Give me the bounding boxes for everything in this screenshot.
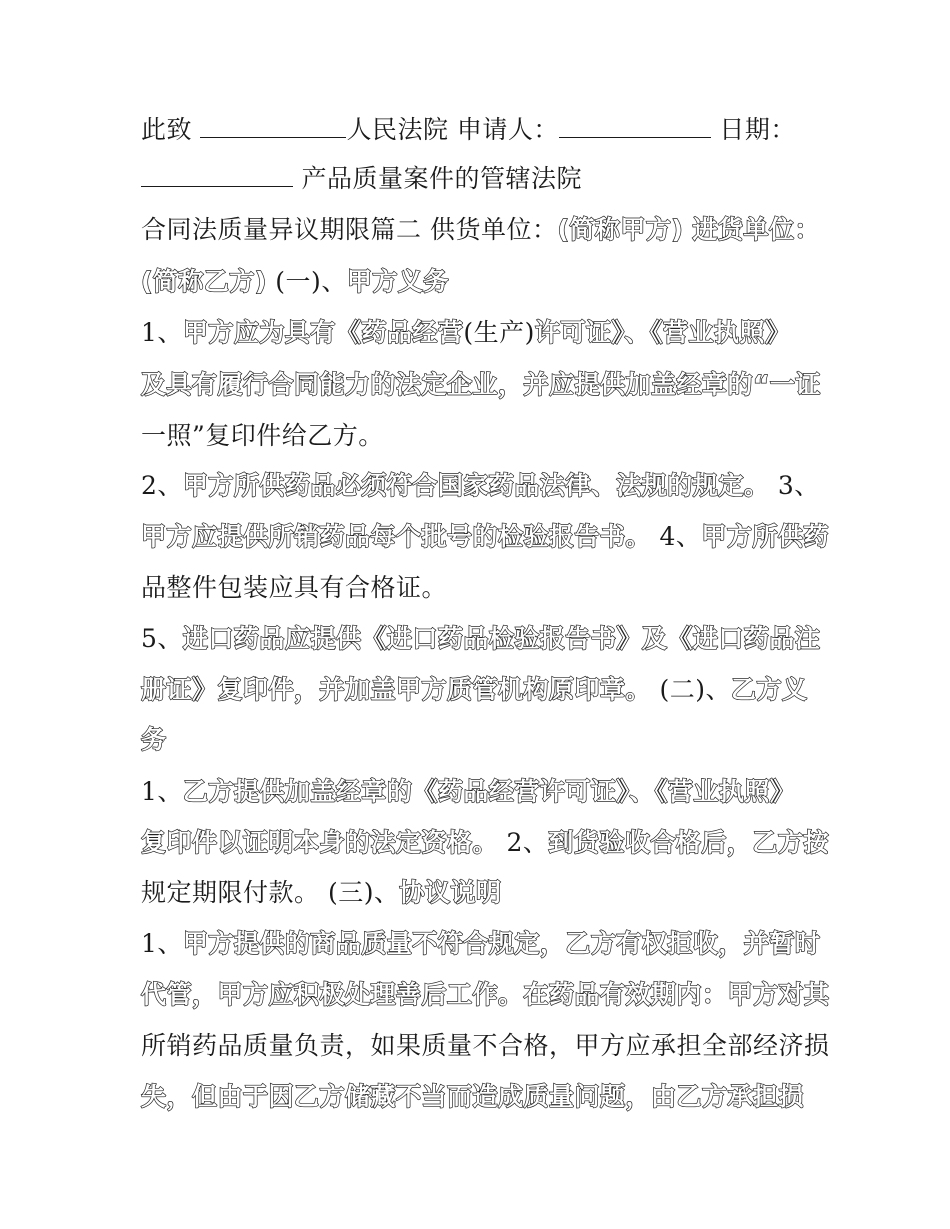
paragraph-text: 册证》 [141,675,218,704]
paragraph-text: (生产) [463,318,535,347]
item-number: 4、 [651,522,702,551]
party-b-note: (简称乙方) [141,267,267,296]
item-number: 2、 [141,471,183,500]
paragraph-line [141,1029,830,1063]
paragraph-text: 及具有履行合同能力的法定企业，并应提供加盖经章的“一证 [141,370,821,399]
court-applicant-text: 人民法院 申请人： [346,115,559,144]
court-name-blank[interactable] [200,115,346,138]
paragraph-line [141,316,821,350]
address-line [141,113,821,147]
jurisdiction-heading: 产品质量案件的管辖法院 [293,164,582,193]
paragraph-line [141,622,821,656]
paragraph-line [141,927,821,961]
paragraph-line [141,520,829,554]
paragraph-line [141,673,821,707]
section-two-heading: 务 [141,725,167,754]
paragraph-text: 许可证》、《营业执照》 [534,318,791,347]
paragraph-text: 规定期限付款。 (三)、 [141,878,400,907]
item-number: 1、 [141,318,183,347]
item-number: 3、 [769,471,820,500]
date-blank[interactable] [141,164,293,187]
paragraph-text: 复印件以证明本身的法定资格。 [141,828,499,857]
item-number: 1、 [141,777,183,806]
paragraph-text: 一照”复印件给乙方。 [141,421,384,450]
supplier-note: (简称甲方) 进货单位： [557,215,821,244]
paragraph-text: 甲方应提供所销药品每个批号的检验报告书。 [141,522,652,551]
paragraph-line [141,978,830,1012]
paragraph-text: 失，但由于因乙方储藏不当而造成质量问题，由乙方承担损 [141,1082,805,1111]
paragraph-text: 甲方提供的商品质量不符合规定，乙方有权拒收，并暂时 [182,929,821,958]
paragraph-line [141,826,829,860]
section-one-heading: 甲方义务 [346,267,449,296]
item-number: 5、 [141,624,183,653]
salutation-text: 此致 [141,115,201,144]
paragraph-text: 乙方提供加盖经章的《药品经营许可证》、《营业执照》 [182,777,796,806]
contract-title-line [141,213,821,247]
paragraph-line [141,876,821,910]
paragraph-text: 到货验收合格后，乙方按 [548,828,829,857]
paragraph-line [141,368,821,402]
paragraph-line [141,469,821,503]
contract-title-text: 合同法质量异议期限篇二 供货单位： [141,215,558,244]
paragraph-text: 复印件，并加盖甲方质管机构原印章。 [217,675,652,704]
paragraph-text: 所销药品质量负责，如果质量不合格，甲方应承担全部经济损 [141,1031,830,1060]
paragraph-line [141,571,821,605]
paragraph-text: 甲方所供药品必须符合国家药品法律、法规的规定。 [182,471,770,500]
paragraph-text: 甲方所供药 [701,522,829,551]
paragraph-line [141,723,821,757]
jurisdiction-line [141,162,821,196]
party-b-line [141,265,821,299]
item-number: 2、 [498,828,549,857]
paragraph-line [141,419,821,453]
applicant-blank[interactable] [559,115,711,138]
paragraph-text: 甲方应为具有《药品经营 [182,318,464,347]
paragraph-text: 进口药品应提供《进口药品检验报告书》及《进口药品注 [182,624,821,653]
section-one-number: (一)、 [266,267,347,296]
paragraph-line [141,1080,821,1114]
section-two-number: (二)、 [651,675,731,704]
section-three-heading: 协议说明 [399,878,502,907]
section-two-heading: 乙方义 [731,675,808,704]
date-label: 日期： [710,115,796,144]
paragraph-line [141,775,821,809]
paragraph-text: 代管，甲方应积极处理善后工作。在药品有效期内：甲方对其 [141,980,830,1009]
paragraph-text: 品整件包装应具有合格证。 [141,573,448,602]
item-number: 1、 [141,929,183,958]
